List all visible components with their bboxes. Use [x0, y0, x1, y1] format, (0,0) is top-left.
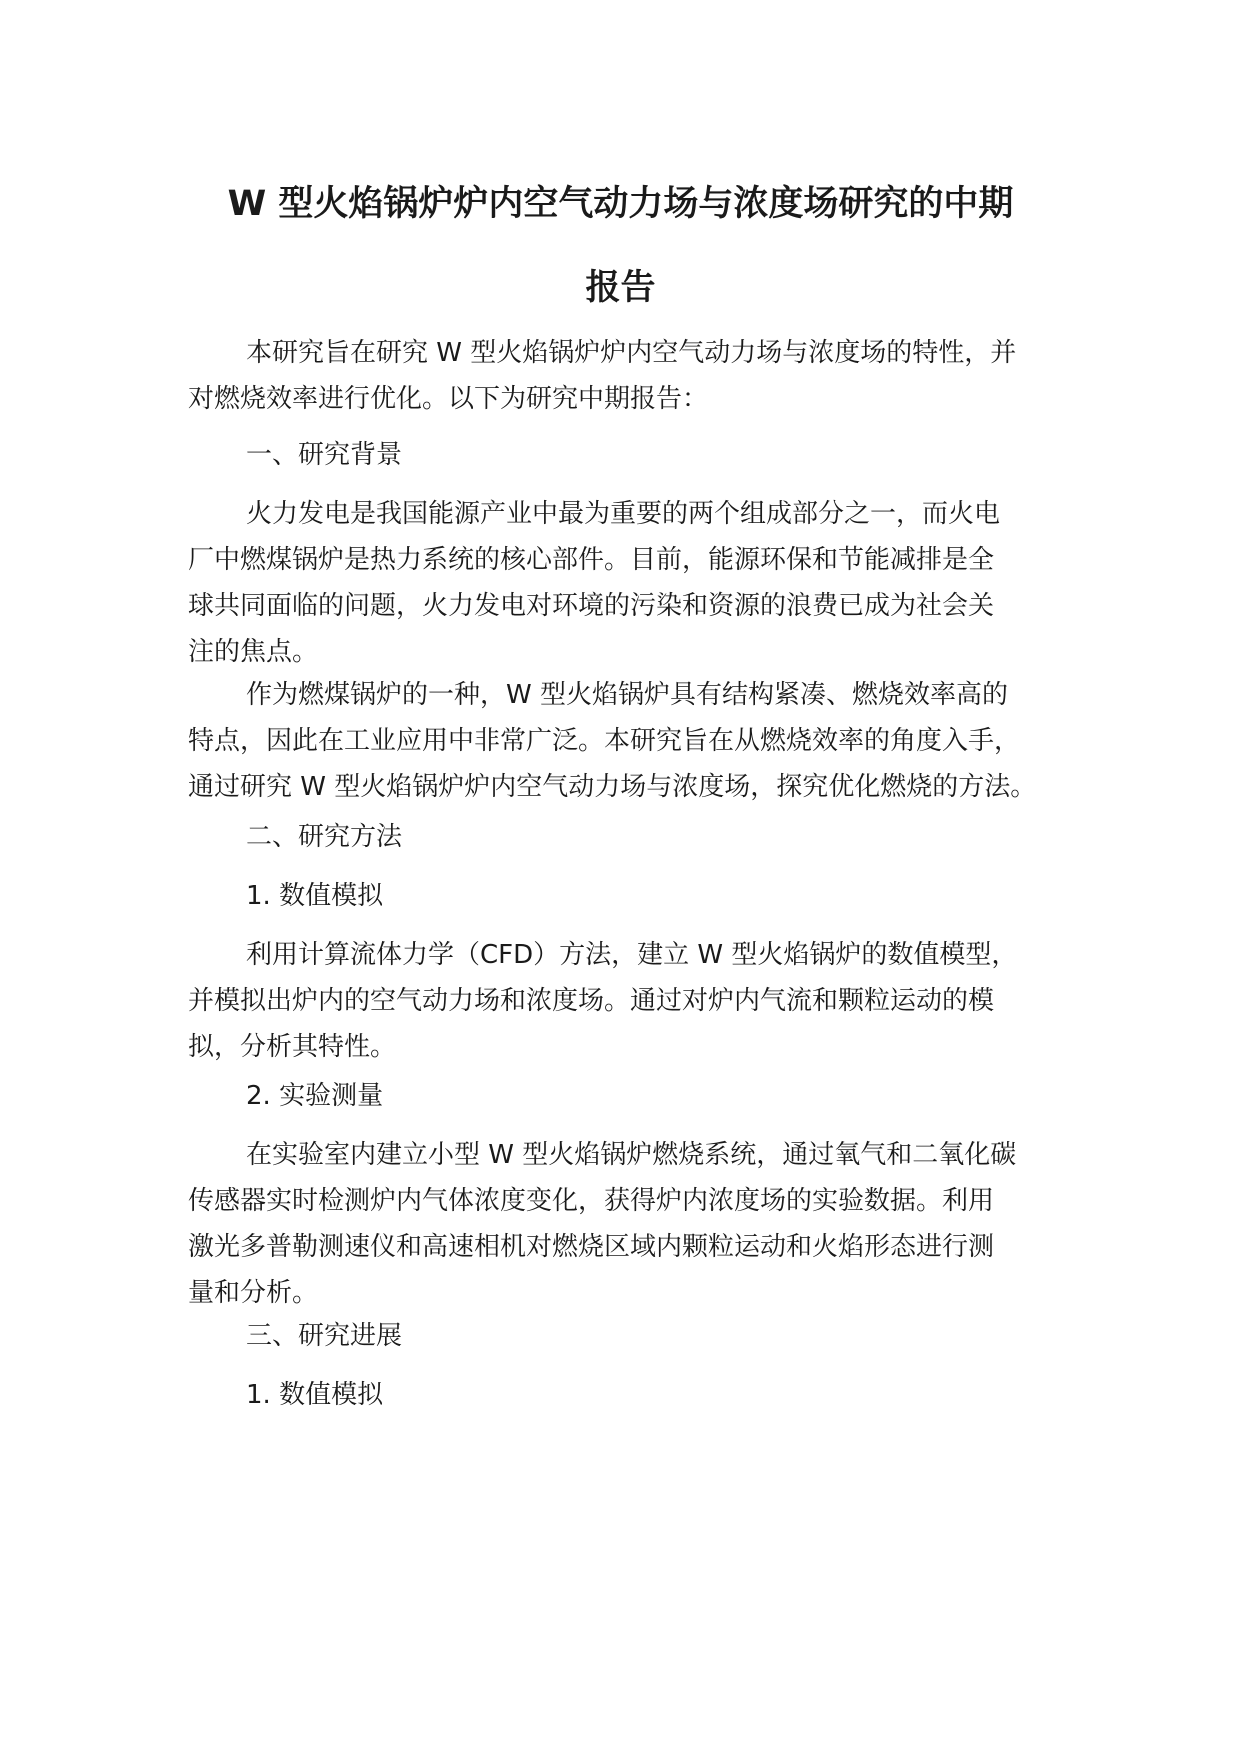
s1p2-line-1: 作为燃煤锅炉的一种，W 型火焰锅炉具有结构紧凑、燃烧效率高的 [246, 680, 1008, 710]
s2s2-line-3: 激光多普勒测速仪和高速相机对燃烧区域内颗粒运动和火焰形态进行测 [188, 1232, 995, 1262]
document-title-line-2: 报告 [585, 268, 656, 308]
s2s1-line-2: 并模拟出炉内的空气动力场和浓度场。通过对炉内气流和颗粒运动的模 [188, 986, 995, 1016]
section-2-heading: 二、研究方法 [246, 822, 403, 852]
s2s2-line-4: 量和分析。 [188, 1278, 319, 1308]
section-3-sub-1-heading: 1. 数值模拟 [246, 1380, 384, 1410]
s2s2-line-2: 传感器实时检测炉内气体浓度变化，获得炉内浓度场的实验数据。利用 [188, 1186, 995, 1216]
s1p2-line-2: 特点，因此在工业应用中非常广泛。本研究旨在从燃烧效率的角度入手， [188, 726, 1021, 756]
document-title-line-1: W 型火焰锅炉炉内空气动力场与浓度场研究的中期 [227, 184, 1014, 224]
intro-paragraph [188, 330, 1078, 422]
section-2-sub-2-paragraph [188, 1132, 1078, 1316]
s2s1-line-1: 利用计算流体力学（CFD）方法，建立 W 型火焰锅炉的数值模型， [246, 940, 1018, 970]
s2s2-line-1: 在实验室内建立小型 W 型火焰锅炉燃烧系统，通过氧气和二氧化碳 [246, 1140, 1017, 1170]
s1p2-line-3: 通过研究 W 型火焰锅炉炉内空气动力场与浓度场，探究优化燃烧的方法。 [188, 772, 1037, 802]
section-2-sub-1-paragraph [188, 932, 1078, 1070]
intro-line-1: 本研究旨在研究 W 型火焰锅炉炉内空气动力场与浓度场的特性，并 [246, 338, 1017, 368]
intro-line-2: 对燃烧效率进行优化。以下为研究中期报告： [188, 384, 709, 414]
s2s1-line-3: 拟，分析其特性。 [188, 1032, 397, 1062]
section-2-sub-1-heading: 1. 数值模拟 [246, 881, 384, 911]
section-2-sub-2-heading: 2. 实验测量 [246, 1081, 384, 1111]
section-1-paragraph-1 [188, 491, 1078, 675]
s1p1-line-4: 注的焦点。 [188, 637, 319, 667]
section-1-paragraph-2 [188, 672, 1078, 810]
s1p1-line-2: 厂中燃煤锅炉是热力系统的核心部件。目前，能源环保和节能减排是全 [188, 545, 995, 575]
s1p1-line-1: 火力发电是我国能源产业中最为重要的两个组成部分之一，而火电 [246, 499, 1001, 529]
section-3-heading: 三、研究进展 [246, 1321, 403, 1351]
s1p1-line-3: 球共同面临的问题，火力发电对环境的污染和资源的浪费已成为社会关 [188, 591, 995, 621]
section-1-heading: 一、研究背景 [246, 440, 403, 470]
